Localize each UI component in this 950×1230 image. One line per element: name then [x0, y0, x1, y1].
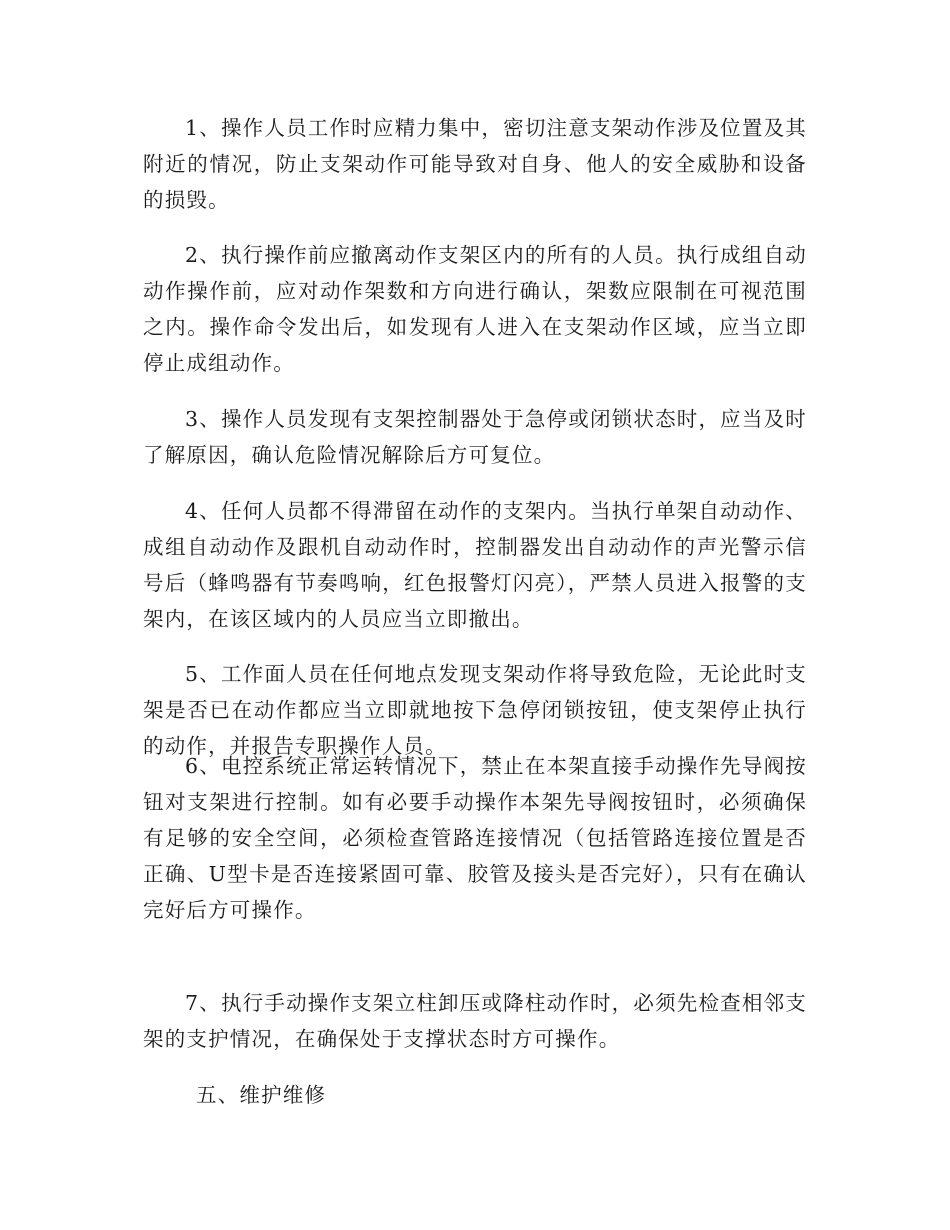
paragraph-4: 4、任何人员都不得滞留在动作的支架内。当执行单架自动动作、成组自动动作及跟机自动动作时，控制器发出自动动作的声光警示信号后（蜂鸣器有节奏鸣响，红色报警灯闪亮），严禁人员进入报警的支架内，在该区域内的人员应当立即撤出。 — [143, 499, 807, 631]
paragraph-3: 3、操作人员发现有支架控制器处于急停或闭锁状态时，应当及时了解原因，确认危险情况解除后方可复位。 — [143, 407, 807, 467]
paragraph-5: 5、工作面人员在任何地点发现支架动作将导致危险，无论此时支架是否已在动作都应当立即就地按下急停闭锁按钮，使支架停止执行的动作，并报告专职操作人员。 — [143, 662, 807, 758]
paragraph-2: 2、执行操作前应撤离动作支架区内的所有的人员。执行成组自动动作操作前，应对动作架数和方向进行确认，架数应限制在可视范围之内。操作命令发出后，如发现有人进入在支架动作区域，应当立即停止成组动作。 — [143, 243, 807, 375]
paragraph-7: 7、执行手动操作支架立柱卸压或降柱动作时，必须先检查相邻支架的支护情况，在确保处于支撑状态时方可操作。 — [143, 991, 807, 1051]
paragraph-1: 1、操作人员工作时应精力集中，密切注意支架动作涉及位置及其附近的情况，防止支架动作可能导致对自身、他人的安全威胁和设备的损毁。 — [143, 116, 807, 212]
section-heading: 五、维护维修 — [196, 1083, 327, 1107]
paragraph-6: 6、电控系统正常运转情况下，禁止在本架直接手动操作先导阀按钮对支架进行控制。如有必要手动操作本架先导阀按钮时，必须确保有足够的安全空间，必须检查管路连接情况（包括管路连接位置是否正确、U型卡是否连接紧固可靠、胶管及接头是否完好），只有在确认完好后方可操作。 — [143, 754, 807, 922]
